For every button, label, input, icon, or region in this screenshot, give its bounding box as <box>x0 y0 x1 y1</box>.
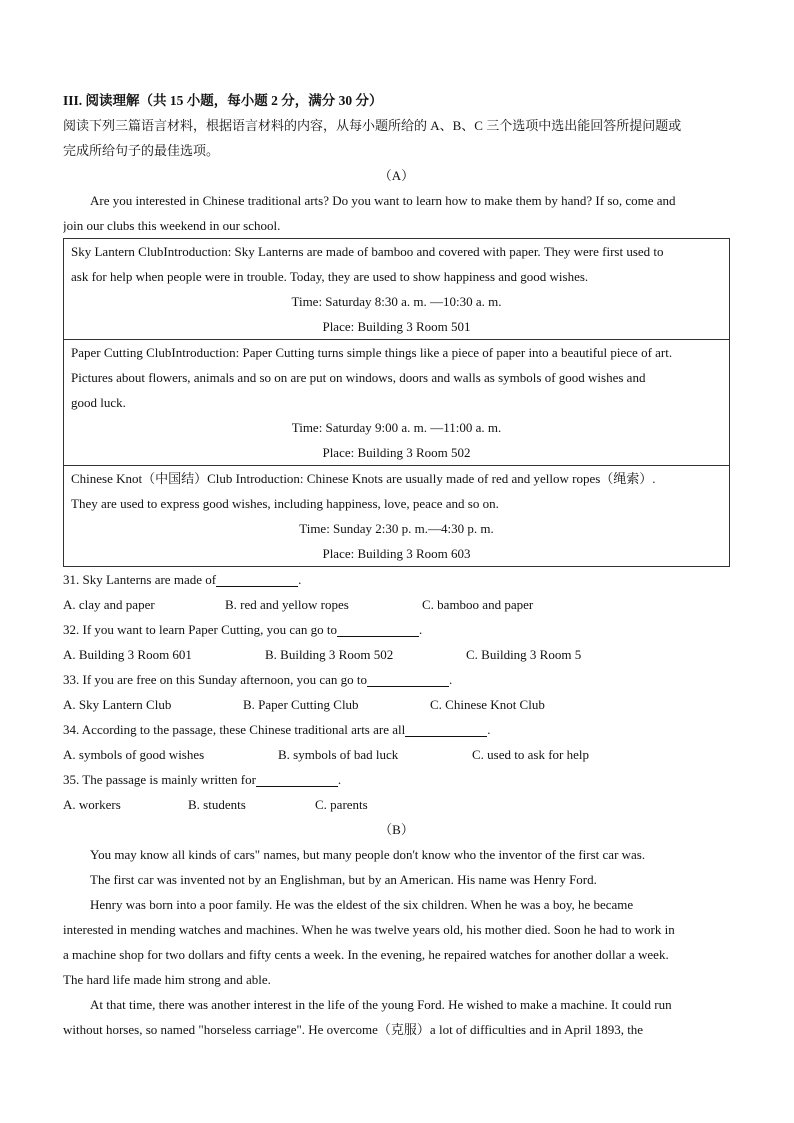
passage-a-intro-line-2: join our clubs this weekend in our school. <box>63 218 281 233</box>
option-c[interactable]: C. used to ask for help <box>472 747 589 762</box>
passage-b-p4-line-2: without horses, so named "horseless carriage". He overcome（克服）a lot of difficulties and in April 1893, the <box>63 1022 644 1037</box>
option-c[interactable]: C. Chinese Knot Club <box>430 697 545 712</box>
question-stem: 35. The passage is mainly written for <box>63 772 256 787</box>
option-a[interactable]: A. Building 3 Room 601 <box>63 647 192 662</box>
question-35 <box>63 767 730 792</box>
club-time: Time: Sunday 2:30 p. m.—4:30 p. m. <box>299 521 494 536</box>
option-a[interactable]: A. workers <box>63 797 121 812</box>
club-text-line: Chinese Knot（中国结）Club Introduction: Chinese Knots are usually made of red and yellow ropes（绳索）. <box>71 471 656 486</box>
club-text-line: ask for help when people were in trouble. Today, they are used to show happiness and good wishes. <box>71 269 589 284</box>
question-35-options <box>63 792 730 817</box>
passage-b-p3-line-4: The hard life made him strong and able. <box>63 972 271 987</box>
club-cell <box>64 340 730 466</box>
club-place: Place: Building 3 Room 501 <box>322 319 471 334</box>
passage-b-p2: The first car was invented not by an Englishman, but by an American. His name was Henry Ford. <box>90 872 597 887</box>
passage-b-p3-line-1: Henry was born into a poor family. He was the eldest of the six children. When he was a boy, he became <box>90 897 634 912</box>
instructions-line-2: 完成所给句子的最佳选项。 <box>63 143 220 158</box>
club-text-line: good luck. <box>71 395 126 410</box>
question-33-options <box>63 692 730 717</box>
question-34 <box>63 717 730 742</box>
question-31-options <box>63 592 730 617</box>
answer-blank[interactable] <box>256 772 338 787</box>
passage-b-p3-line-2: interested in mending watches and machines. When he was twelve years old, his mother died. Soon he had to work in <box>63 922 675 937</box>
passage-b-p4-line-1: At that time, there was another interest in the life of the young Ford. He wished to make a machine. It could run <box>90 997 672 1012</box>
option-b[interactable]: B. Building 3 Room 502 <box>265 647 394 662</box>
answer-blank[interactable] <box>367 672 449 687</box>
club-text-line: They are used to express good wishes, including happiness, love, peace and so on. <box>71 496 499 511</box>
option-c[interactable]: C. bamboo and paper <box>422 597 534 612</box>
question-end: . <box>448 672 453 687</box>
option-b[interactable]: B. symbols of bad luck <box>278 747 399 762</box>
passage-b-label: （B） <box>379 822 414 837</box>
club-text-line: Paper Cutting ClubIntroduction: Paper Cutting turns simple things like a piece of paper into a beautiful piece of art. <box>71 345 673 360</box>
answer-blank[interactable] <box>337 622 419 637</box>
club-time: Time: Saturday 8:30 a. m. —10:30 a. m. <box>291 294 502 309</box>
passage-b-p3-line-3: a machine shop for two dollars and fifty cents a week. In the evening, he repaired watches for another dollar a week. <box>63 947 669 962</box>
question-32-options <box>63 642 730 667</box>
option-c[interactable]: C. parents <box>315 797 368 812</box>
option-a[interactable]: A. Sky Lantern Club <box>63 697 172 712</box>
clubs-table <box>63 238 730 567</box>
club-row-paper-cutting <box>64 340 730 466</box>
question-stem: 32. If you want to learn Paper Cutting, you can go to <box>63 622 338 637</box>
passage-a-intro-line-1: Are you interested in Chinese traditional arts? Do you want to learn how to make them by hand? If so, come and <box>90 193 676 208</box>
question-end: . <box>337 772 342 787</box>
club-row-chinese-knot <box>64 466 730 567</box>
question-34-options <box>63 742 730 767</box>
exam-page <box>63 88 730 1042</box>
club-place: Place: Building 3 Room 603 <box>322 546 471 561</box>
club-text-line: Pictures about flowers, animals and so on are put on windows, doors and walls as symbols of good wishes and <box>71 370 646 385</box>
question-stem: 34. According to the passage, these Chinese traditional arts are all <box>63 722 406 737</box>
question-32 <box>63 617 730 642</box>
club-cell <box>64 466 730 567</box>
option-b[interactable]: B. red and yellow ropes <box>225 597 349 612</box>
answer-blank[interactable] <box>405 722 487 737</box>
question-end: . <box>419 622 423 637</box>
passage-a-label: （A） <box>378 168 415 183</box>
question-stem: 33. If you are free on this Sunday afternoon, you can go to <box>63 672 367 687</box>
question-end: . <box>298 572 302 587</box>
question-stem: 31. Sky Lanterns are made of <box>63 572 217 587</box>
club-row-sky-lantern <box>64 239 730 340</box>
passage-b-p1: You may know all kinds of cars" names, but many people don't know who the inventor of the first car was. <box>90 847 646 862</box>
option-b[interactable]: B. Paper Cutting Club <box>243 697 359 712</box>
option-c[interactable]: C. Building 3 Room 5 <box>466 647 582 662</box>
question-end: . <box>487 722 491 737</box>
option-a[interactable]: A. clay and paper <box>63 597 155 612</box>
question-31 <box>63 567 730 592</box>
instructions-line-1: 阅读下列三篇语言材料，根据语言材料的内容，从每小题所给的 A、B、C 三个选项中选出能回答所提问题或 <box>63 118 682 133</box>
club-text-line: Sky Lantern ClubIntroduction: Sky Lanterns are made of bamboo and covered with paper. They were first used to <box>71 244 664 259</box>
question-33 <box>63 667 730 692</box>
club-place: Place: Building 3 Room 502 <box>322 445 471 460</box>
option-b[interactable]: B. students <box>188 797 246 812</box>
section-title: III. 阅读理解（共 15 小题，每小题 2 分，满分 30 分） <box>63 93 383 108</box>
option-a[interactable]: A. symbols of good wishes <box>63 747 205 762</box>
club-cell <box>64 239 730 340</box>
answer-blank[interactable] <box>216 572 298 587</box>
club-time: Time: Saturday 9:00 a. m. —11:00 a. m. <box>291 420 502 435</box>
